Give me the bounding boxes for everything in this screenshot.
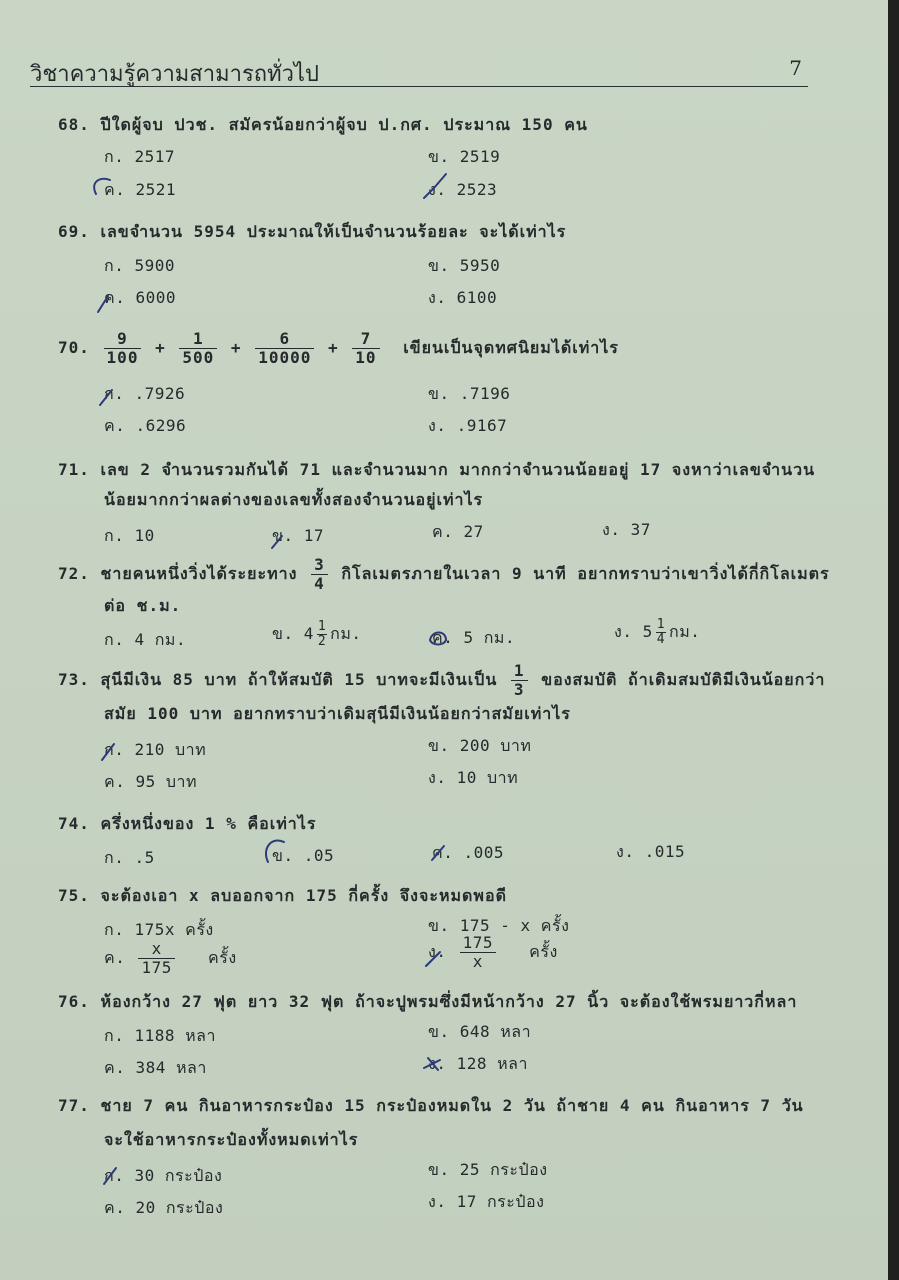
q68-option-a: ก. 2517 — [104, 147, 175, 166]
question-74: 74. ครึ่งหนึ่งของ 1 % คือเท่าไร — [58, 814, 317, 833]
q73-option-d: ง. 10 บาท — [428, 768, 519, 787]
fraction-1-500: $\frac{1}{500}$ — [179, 330, 217, 367]
q73-option-c: ค. 95 บาท — [104, 772, 198, 791]
subject-title: วิชาความรู้ความสามารถทั่วไป — [30, 62, 319, 87]
q76-option-c: ค. 384 หลา — [104, 1058, 207, 1077]
q69-option-c: ค. 6000 — [104, 288, 176, 307]
q73-option-a: ก. 210 บาท — [104, 740, 207, 759]
fraction-9-100: $\frac{9}{100}$ — [104, 330, 142, 367]
page-header — [30, 56, 808, 87]
q68-option-d: ง. 2523 — [428, 180, 498, 199]
q73-option-b: ข. 200 บาท — [428, 736, 532, 755]
question-72-line-2: ต่อ ช.ม. — [104, 596, 182, 615]
q70-suffix: เขียนเป็นจุดทศนิยมได้เท่าไร — [403, 338, 619, 357]
q72-option-c: ค. 5 กม. — [432, 628, 516, 647]
fraction-1-3: $\frac{1}{3}$ — [511, 662, 528, 699]
question-69: 69. เลขจำนวน 5954 ประมาณให้เป็นจำนวนร้อยละ จะได้เท่าไร — [58, 222, 567, 241]
q77-option-d: ง. 17 กระป๋อง — [428, 1192, 545, 1211]
question-68: 68. ปีใดผู้จบ ปวช. สมัครน้อยกว่าผู้จบ ป.กศ. ประมาณ 150 คน — [58, 115, 588, 134]
q71-option-c: ค. 27 — [432, 522, 484, 541]
q68-option-b: ข. 2519 — [428, 147, 501, 166]
q72-option-b: ข. 4 $\frac{1}{2}$ กม. — [272, 619, 362, 649]
page-number: 7 — [789, 56, 802, 80]
fraction-3-4: $\frac{3}{4}$ — [311, 556, 328, 593]
fraction-6-10000: $\frac{6}{10000}$ — [255, 330, 314, 367]
q69-option-b: ข. 5950 — [428, 256, 501, 275]
q72-option-d: ง. 5 $\frac{1}{4}$ กม. — [614, 617, 701, 647]
question-77-line-2: จะใช้อาหารกระป๋องทั้งหมดเท่าไร — [104, 1130, 359, 1149]
question-71: 71. เลข 2 จำนวนรวมกันได้ 71 และจำนวนมาก มากกว่าจำนวนน้อยอยู่ 17 จงหาว่าเลขจำนวน — [58, 460, 816, 479]
q77-option-a: ก. 30 กระป๋อง — [104, 1166, 223, 1185]
question-77: 77. ชาย 7 คน กินอาหารกระป๋อง 15 กระป๋องหมดใน 2 วัน ถ้าชาย 4 คน กินอาหาร 7 วัน — [58, 1096, 804, 1115]
question-73: 73. สุนีมีเงิน 85 บาท ถ้าให้สมบัติ 15 บาทจะมีเงินเป็น $\frac{1}{3}$ ของสมบัติ ถ้าเดิมสมบัติมีเงินน้อยกว่า — [58, 661, 826, 699]
question-73-line-2: สมัย 100 บาท อยากทราบว่าเดิมสุนีมีเงินน้อยกว่าสมัยเท่าไร — [104, 704, 571, 723]
fraction-7-10: $\frac{7}{10}$ — [352, 330, 379, 367]
q72-option-a: ก. 4 กม. — [104, 630, 187, 649]
fraction-175-x: $\frac{175}{x}$ — [460, 934, 496, 971]
q76-option-d: ง. 128 หลา — [428, 1054, 528, 1073]
q70-option-a: ก. .7926 — [104, 384, 186, 403]
q77-option-c: ค. 20 กระป๋อง — [104, 1198, 224, 1217]
q75-option-c: ค. $\frac{x}{175}$ ครั้ง — [104, 939, 237, 977]
q71-option-b: ข. 17 — [272, 526, 324, 545]
fraction-1-2: $\frac{1}{2}$ — [317, 619, 327, 649]
q69-option-a: ก. 5900 — [104, 256, 175, 275]
question-72: 72. ชายคนหนึ่งวิ่งได้ระยะทาง $\frac{3}{4}$ กิโลเมตรภายในเวลา 9 นาที อยากทราบว่าเขาวิ่งได้กี่กิโลเมตร — [58, 555, 830, 593]
q76-option-b: ข. 648 หลา — [428, 1022, 532, 1041]
q74-option-b: ข. .05 — [272, 846, 335, 865]
q70-number: 70. — [58, 338, 90, 357]
q68-option-c: ค. 2521 — [104, 180, 176, 199]
q77-option-b: ข. 25 กระป๋อง — [428, 1160, 548, 1179]
question-75: 75. จะต้องเอา x ลบออกจาก 175 กี่ครั้ง จึงจะหมดพอดี — [58, 886, 507, 905]
q70-option-b: ข. .7196 — [428, 384, 511, 403]
q74-option-d: ง. .015 — [616, 842, 686, 861]
q69-option-d: ง. 6100 — [428, 288, 498, 307]
q71-option-d: ง. 37 — [602, 520, 651, 539]
question-70: 70. $\frac{9}{100}$ + $\frac{1}{500}$ + $\frac{6}{10000}$ + $\frac{7}{10}$ เขียนเป็นจุดทศนิยมได้เท่าไร — [58, 329, 619, 367]
q75-option-a: ก. 175x ครั้ง — [104, 920, 214, 939]
fraction-x-175: $\frac{x}{175}$ — [138, 940, 174, 977]
q75-option-b: ข. 175 - x ครั้ง — [428, 916, 570, 935]
q75-option-d: ง. $\frac{175}{x}$ ครั้ง — [428, 933, 558, 971]
q74-option-c: ค. .005 — [432, 843, 504, 862]
q74-option-a: ก. .5 — [104, 848, 155, 867]
q71-option-a: ก. 10 — [104, 526, 155, 545]
q70-option-c: ค. .6296 — [104, 416, 187, 435]
q70-option-d: ง. .9167 — [428, 416, 508, 435]
fraction-1-4: $\frac{1}{4}$ — [656, 617, 666, 647]
q76-option-a: ก. 1188 หลา — [104, 1026, 216, 1045]
question-76: 76. ห้องกว้าง 27 ฟุต ยาว 32 ฟุต ถ้าจะปูพรมซึ่งมีหน้ากว้าง 27 นิ้ว จะต้องใช้พรมยาวกี่หลา — [58, 992, 798, 1011]
question-71-line-2: น้อยมากกว่าผลต่างของเลขทั้งสองจำนวนอยู่เท่าไร — [104, 490, 484, 509]
